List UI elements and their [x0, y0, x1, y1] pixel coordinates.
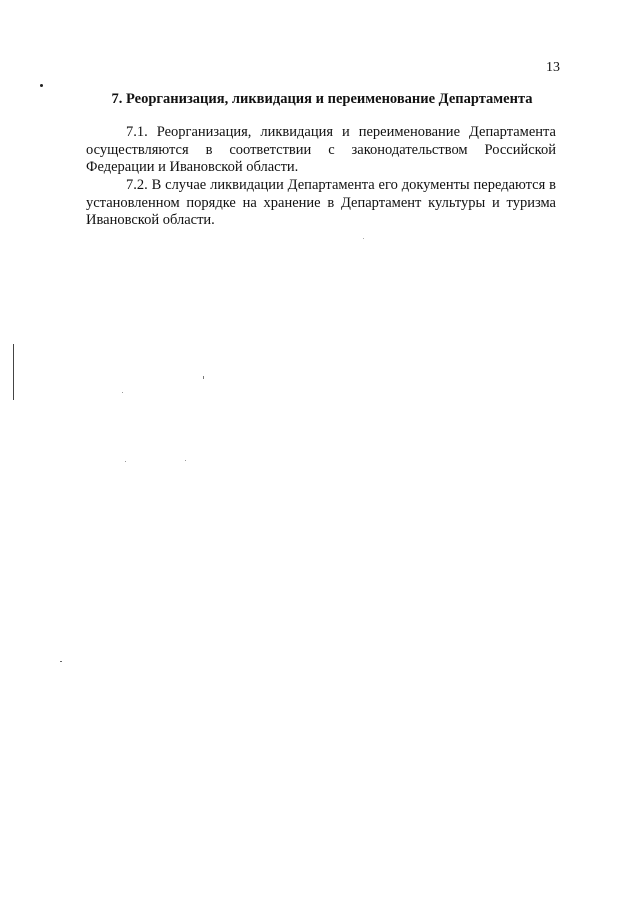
scan-artifact-speck	[122, 392, 123, 393]
paragraph-7-2-block	[86, 177, 556, 230]
scan-artifact-line	[13, 344, 14, 400]
page-number: 13	[546, 60, 560, 75]
paragraph-7-2: 7.2. В случае ликвидации Департамента его документы передаются в установленном порядке на хранение в Департамент культуры и туризма Ивановской области.	[86, 177, 556, 228]
section-title: 7. Реорганизация, ликвидация и переименование Департамента	[111, 91, 533, 107]
scan-artifact-speck	[363, 238, 364, 239]
scan-artifact-speck	[125, 461, 126, 462]
paragraph-7-1-block	[86, 124, 556, 177]
paragraph-7-1: 7.1. Реорганизация, ликвидация и переименование Департамента осуществляются в соответствии с законодательством Российской Федерации и Ивановской области.	[86, 124, 556, 175]
scan-artifact-speck	[203, 376, 204, 379]
scan-artifact-speck	[60, 661, 62, 662]
scan-artifact-dot	[40, 84, 43, 87]
scan-artifact-speck	[185, 460, 186, 461]
